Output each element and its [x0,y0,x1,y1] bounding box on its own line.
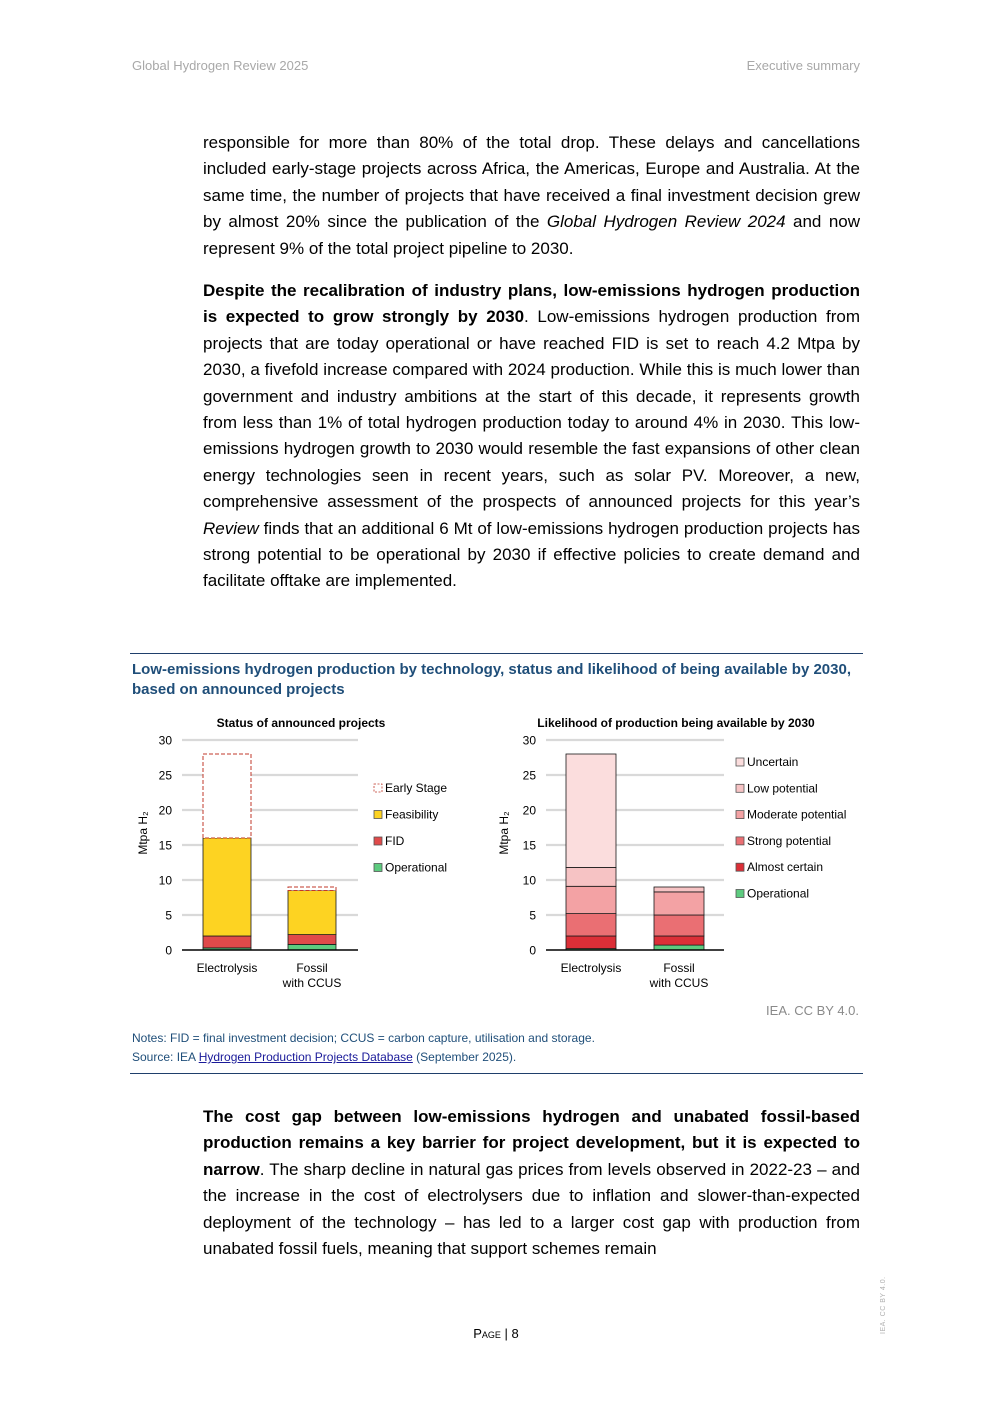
chart-2-bar-almost-certain [566,936,616,949]
chart-1-legend-label: Feasibility [385,807,439,822]
chart-1-x-tick-label: Electrolysis [196,961,258,975]
chart-1-x-tick-label: Fossil [296,961,328,975]
chart-1-bar-feasibility [203,838,251,936]
chart-2-legend-label: Strong potential [747,833,832,848]
chart-1-y-tick-label: 10 [158,873,172,888]
figure-title: Low-emissions hydrogen production by technology, status and likelihood of being available by 2030, based on announced projects [132,661,852,698]
chart-1-y-tick-label: 20 [158,803,172,818]
chart-2-bar-strong-potential [654,915,704,936]
chart-2-legend-label: Almost certain [747,860,824,875]
chart-2-y-tick-label: 20 [522,803,536,818]
chart-1-y-tick-label: 5 [165,908,172,923]
page-label: Page [473,1326,501,1341]
page-separator: | [500,1326,512,1341]
chart-1-legend-label: Operational [385,860,448,875]
paragraph-2-italic: Review [203,518,259,538]
chart-2-y-tick-label: 5 [529,908,536,923]
running-header-section: Executive summary [746,58,860,73]
paragraph-1-text-b: and now represent 9% of the total project pipeline to 2030. [203,212,860,258]
chart-2-bar-uncertain [566,754,616,867]
running-header-title: Global Hydrogen Review 2025 [132,58,309,73]
figure-notes [132,1029,595,1067]
chart-1-bar-early-stage [288,887,336,891]
chart-2-legend-swatch [736,758,744,766]
chart-2-y-tick-label: 30 [522,733,536,748]
chart-1-x-tick-label: with CCUS [282,976,342,990]
chart-2-bar-strong-potential [566,914,616,936]
paragraph-1-text-a: responsible for more than 80% of the total drop. These delays and cancellations included early-stage projects across Africa, the Americas, Europe and Australia. At the same time, the number of projects that have received a final investment decision grew by almost 20% since the publication of the [203,133,860,232]
chart-1-bar-operational [288,944,336,950]
chart-2-bar-low-potential [566,867,616,886]
page-number [0,1326,992,1341]
chart-1-bar-fid [288,935,336,945]
paragraph-3-lead: The cost gap between low-emissions hydrogen and unabated fossil-based production remains a key barrier for project development, but it is expected to narrow [203,1107,860,1179]
chart-1-legend-swatch [374,837,382,845]
chart-2-y-tick-label: 0 [529,943,536,958]
chart-2-bar-operational [654,945,704,950]
chart-2-bar-moderate-potential [654,892,704,915]
chart-2-legend-label: Low potential [747,781,818,796]
figure-credit: IEA. CC BY 4.0. [766,1003,859,1018]
chart-status-of-announced-projects [130,712,470,997]
chart-2-y-axis-label: Mtpa H₂ [497,811,511,855]
chart-2-bar-low-potential [654,887,704,892]
chart-1-y-tick-label: 25 [158,768,172,783]
chart-2-legend-swatch [736,784,744,792]
chart-left-svg [130,712,470,997]
source-prefix: Source: IEA [132,1050,199,1064]
chart-2-title: Likelihood of production being available by 2030 [537,716,815,730]
chart-1-legend-swatch [374,811,382,819]
chart-1-bar-early-stage [203,754,251,838]
figure-bottom-rule [130,1073,863,1074]
chart-1-bar-fid [203,936,251,948]
chart-2-legend-swatch [736,890,744,898]
chart-2-y-tick-label: 15 [522,838,536,853]
paragraph-1-italic: Global Hydrogen Review 2024 [546,212,786,232]
chart-2-legend-label: Operational [747,886,810,901]
paragraph-2-text-a: . Low-emissions hydrogen production from projects that are today operational or have reached FID is set to reach 4.2 Mtpa by 2030, a fivefold increase compared with 2024 production. While this is much lower than government and industry ambitions at the start of this decade, it represents growth from less than 1% of total hydrogen production today to around 4% in 2030. This low-emissions hydrogen growth to 2030 would resemble the fast expansions of other clean energy technologies seen in recent years, such as solar PV. Moreover, a new, comprehensive assessment of the prospects of announced projects for this year’s [203,307,860,512]
paragraph-2 [203,278,860,595]
chart-1-legend-swatch [374,864,382,872]
side-license-mark: IEA. CC BY 4.0. [880,1276,887,1334]
chart-2-legend-swatch [736,811,744,819]
chart-1-legend-label: FID [385,834,405,848]
page-number-value: 8 [511,1326,519,1341]
chart-1-y-tick-label: 30 [158,733,172,748]
chart-2-legend-label: Uncertain [747,755,799,769]
chart-likelihood-by-2030 [490,712,880,997]
source-line [132,1048,595,1067]
chart-1-y-axis-label: Mtpa H₂ [136,811,150,855]
source-suffix: (September 2025). [412,1050,517,1064]
paragraph-2-text-b: finds that an additional 6 Mt of low-emissions hydrogen production projects has strong potential to be operational by 2030 if effective policies to create demand and facilitate offtake are implemented. [203,518,860,591]
chart-1-y-tick-label: 0 [165,943,172,958]
source-database-link[interactable]: Hydrogen Production Projects Database [198,1050,413,1064]
chart-2-legend-swatch [736,837,744,845]
chart-1-y-tick-label: 15 [158,838,172,853]
chart-1-title: Status of announced projects [216,716,386,730]
chart-2-legend-label: Moderate potential [747,807,847,822]
paragraph-3 [203,1104,860,1262]
chart-2-x-tick-label: Fossil [663,961,695,975]
notes-text: Notes: FID = final investment decision; CCUS = carbon capture, utilisation and storage. [132,1031,595,1045]
chart-right-svg [490,712,880,997]
figure-top-rule [130,653,863,654]
chart-1-bar-feasibility [288,891,336,935]
paragraph-3-text: . The sharp decline in natural gas prices from levels observed in 2022-23 – and the increase in the cost of electrolysers due to inflation and slower-than-expected deployment of the technology – has led to a larger cost gap with production from unabated fossil fuels, meaning that support schemes remain [203,1159,860,1259]
chart-1-legend-swatch [374,784,382,792]
chart-2-legend-swatch [736,863,744,871]
paragraph-2-lead: Despite the recalibration of industry plans, low-emissions hydrogen production is expected to grow strongly by 2030 [203,281,860,327]
chart-2-y-tick-label: 25 [522,768,536,783]
chart-2-bar-moderate-potential [566,886,616,913]
chart-2-bar-almost-certain [654,936,704,945]
chart-2-y-tick-label: 10 [522,873,536,888]
paragraph-1 [203,130,860,262]
chart-2-x-tick-label: with CCUS [649,976,709,990]
chart-1-legend-label: Early Stage [385,781,448,795]
chart-2-x-tick-label: Electrolysis [560,961,622,975]
